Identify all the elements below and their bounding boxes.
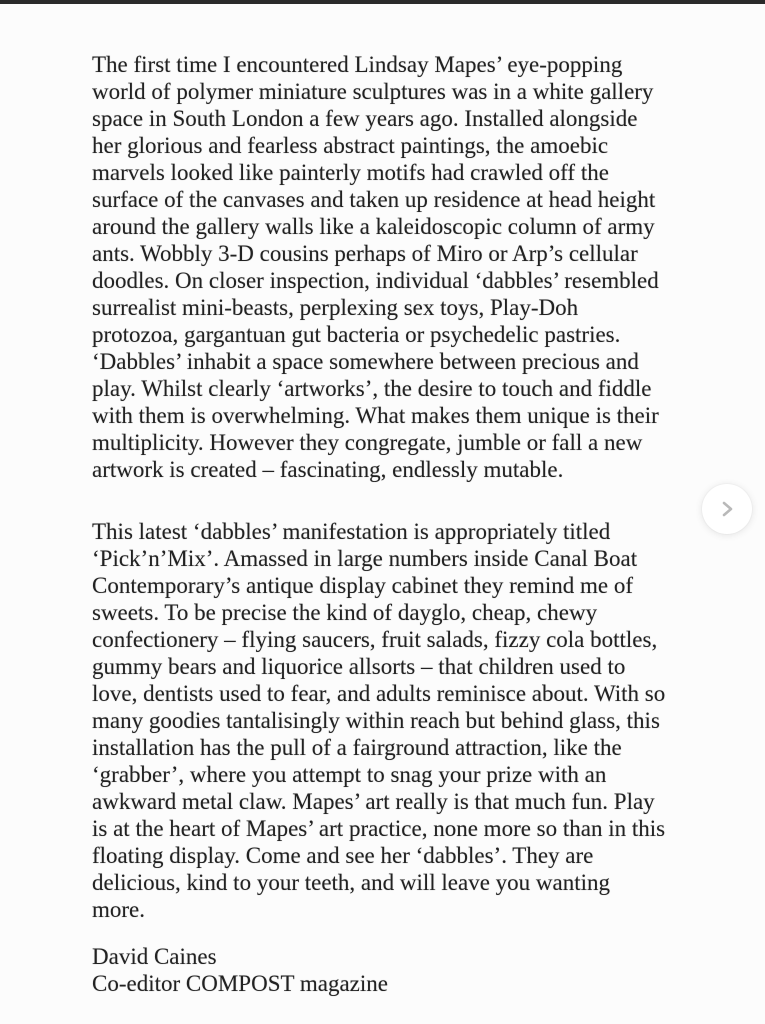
text-line: more. xyxy=(92,897,146,922)
text-line: awkward metal claw. Mapes’ art really is that much fun. Play xyxy=(92,789,655,814)
text-line: confectionery – flying saucers, fruit salads, fizzy cola bottles, xyxy=(92,627,658,652)
text-line: many goodies tantalisingly within reach but behind glass, this xyxy=(92,708,660,733)
text-line: world of polymer miniature sculptures was in a white gallery xyxy=(92,79,654,104)
top-bar xyxy=(0,0,765,4)
signature-role: Co-editor COMPOST magazine xyxy=(92,971,388,996)
carousel-next-button[interactable] xyxy=(702,484,752,534)
text-line: love, dentists used to fear, and adults reminisce about. With so xyxy=(92,681,666,706)
signature-block xyxy=(92,943,682,997)
text-line: artwork is created – fascinating, endlessly mutable. xyxy=(92,457,564,482)
text-line: her glorious and fearless abstract paintings, the amoebic xyxy=(92,133,609,158)
text-line: surrealist mini-beasts, perplexing sex toys, Play-Doh xyxy=(92,295,579,320)
text-line: with them is overwhelming. What makes them unique is their xyxy=(92,403,659,428)
text-line: sweets. To be precise the kind of dayglo, cheap, chewy xyxy=(92,600,598,625)
text-line: floating display. Come and see her ‘dabbles’. They are xyxy=(92,843,594,868)
document-text xyxy=(92,51,682,997)
text-line: around the gallery walls like a kaleidoscopic column of army xyxy=(92,214,655,239)
text-line: ‘grabber’, where you attempt to snag your prize with an xyxy=(92,762,607,787)
chevron-right-icon xyxy=(717,499,737,519)
paragraph-2 xyxy=(92,518,682,923)
text-line: delicious, kind to your teeth, and will leave you wanting xyxy=(92,870,611,895)
text-line: gummy bears and liquorice allsorts – that children used to xyxy=(92,654,626,679)
signature-name: David Caines xyxy=(92,944,217,969)
text-line: play. Whilst clearly ‘artworks’, the desire to touch and fiddle xyxy=(92,376,652,401)
text-line: This latest ‘dabbles’ manifestation is appropriately titled xyxy=(92,519,611,544)
text-line: ‘Dabbles’ inhabit a space somewhere between precious and xyxy=(92,349,639,374)
text-line: marvels looked like painterly motifs had crawled off the xyxy=(92,160,609,185)
text-line: space in South London a few years ago. Installed alongside xyxy=(92,106,638,131)
text-line: is at the heart of Mapes’ art practice, none more so than in this xyxy=(92,816,666,841)
text-line: doodles. On closer inspection, individual ‘dabbles’ resembled xyxy=(92,268,659,293)
text-line: The first time I encountered Lindsay Mapes’ eye-popping xyxy=(92,52,623,77)
paragraph-1 xyxy=(92,51,682,483)
text-line: surface of the canvases and taken up residence at head height xyxy=(92,187,656,212)
text-line: multiplicity. However they congregate, jumble or fall a new xyxy=(92,430,643,455)
text-line: installation has the pull of a fairground attraction, like the xyxy=(92,735,622,760)
text-line: protozoa, gargantuan gut bacteria or psychedelic pastries. xyxy=(92,322,621,347)
text-line: ‘Pick’n’Mix’. Amassed in large numbers inside Canal Boat xyxy=(92,546,638,571)
text-line: ants. Wobbly 3-D cousins perhaps of Miro or Arp’s cellular xyxy=(92,241,638,266)
text-line: Contemporary’s antique display cabinet they remind me of xyxy=(92,573,633,598)
